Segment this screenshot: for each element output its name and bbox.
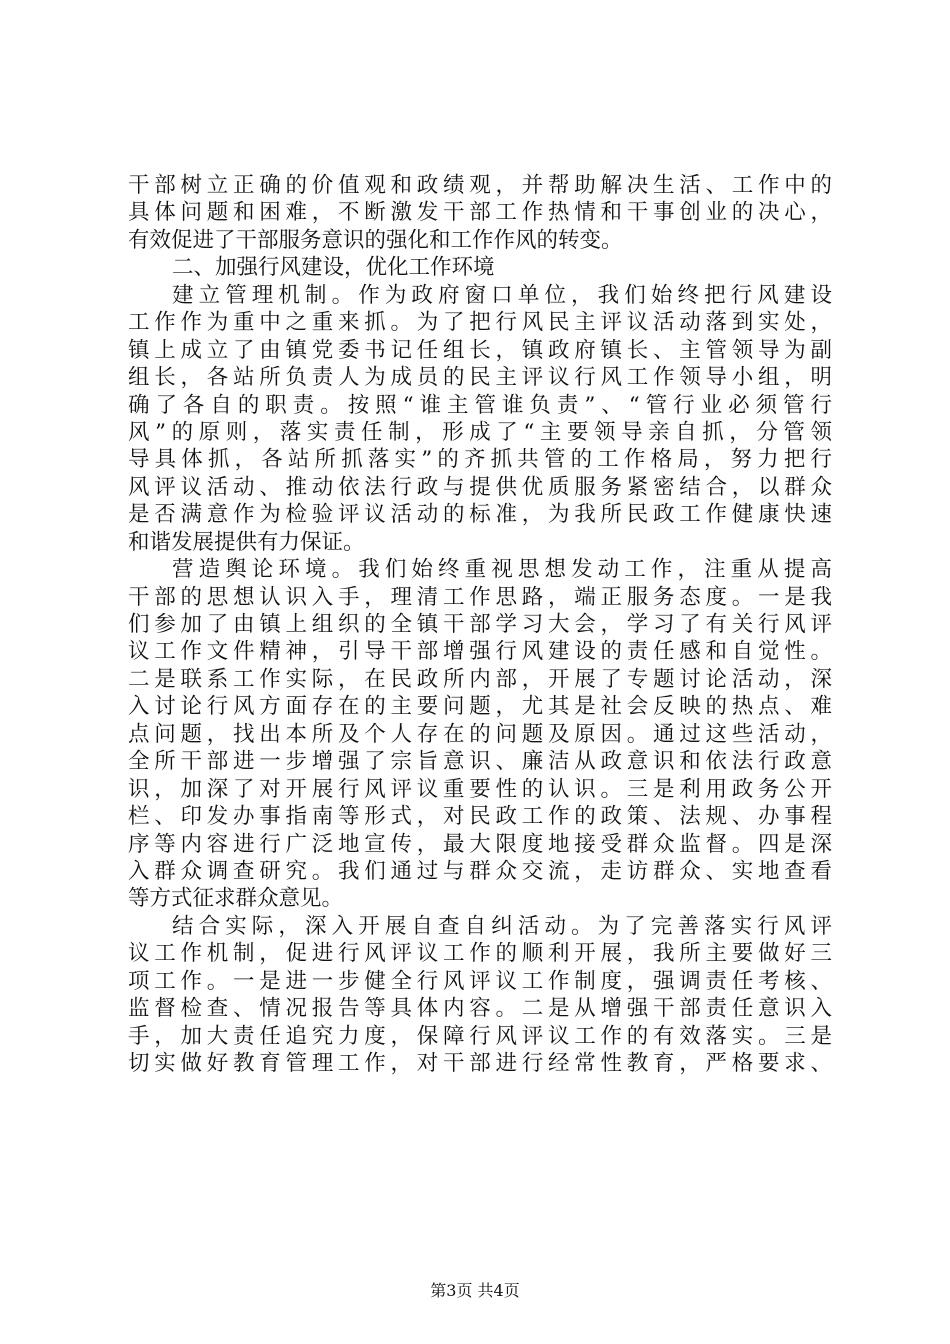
text-line: 确了各自的职责。按照“谁主管谁负责”、“管行业必须管行 xyxy=(128,392,832,418)
text-line: 组长，各站所负责人为成员的民主评议行风工作领导小组，明 xyxy=(128,365,832,391)
text-line: 议工作机制，促进行风评议工作的顺利开展，我所主要做好三 xyxy=(128,941,832,967)
text-line: 项工作。一是进一步健全行风评议工作制度，强调责任考核、 xyxy=(128,968,832,994)
text-line: 营造舆论环境。我们始终重视思想发动工作，注重从提高 xyxy=(172,557,832,583)
text-line: 有效促进了干部服务意识的强化和工作作风的转变。 xyxy=(128,227,623,253)
text-line: 序等内容进行广泛地宣传，最大限度地接受群众监督。四是深 xyxy=(128,831,832,857)
text-line: 工作作为重中之重来抓。为了把行风民主评议活动落到实处， xyxy=(128,310,832,336)
text-line: 栏、印发办事指南等形式，对民政工作的政策、法规、办事程 xyxy=(128,804,832,830)
text-line: 干部的思想认识入手，理清工作思路，端正服务态度。一是我 xyxy=(128,584,832,610)
text-line: 和谐发展提供有力保证。 xyxy=(128,529,365,555)
text-line: 识，加深了对开展行风评议重要性的认识。三是利用政务公开 xyxy=(128,776,832,802)
text-line: 切实做好教育管理工作，对干部进行经常性教育，严格要求、 xyxy=(128,1051,832,1076)
text-line: 镇上成立了由镇党委书记任组长，镇政府镇长、主管领导为副 xyxy=(128,337,832,363)
text-line: 入讨论行风方面存在的主要问题，尤其是社会反映的热点、难 xyxy=(128,694,832,720)
text-line: 等方式征求群众意见。 xyxy=(128,886,344,912)
text-line: 议工作文件精神，引导干部增强行风建设的责任感和自觉性。 xyxy=(128,639,832,665)
body-text xyxy=(128,172,832,1077)
text-line: 干部树立正确的价值观和政绩观，并帮助解决生活、工作中的 xyxy=(128,173,832,198)
text-line: 入群众调查研究。我们通过与群众交流，走访群众、实地查看 xyxy=(128,858,832,884)
text-line: 监督检查、情况报告等具体内容。二是从增强干部责任意识入 xyxy=(128,996,832,1022)
text-line: 结合实际，深入开展自查自纠活动。为了完善落实行风评 xyxy=(172,913,832,939)
text-line: 点问题，找出本所及个人存在的问题及原因。通过这些活动， xyxy=(128,721,832,747)
text-line: 手，加大责任追究力度，保障行风评议工作的有效落实。三是 xyxy=(128,1023,832,1049)
text-line: 导具体抓，各站所抓落实”的齐抓共管的工作格局，努力把行 xyxy=(128,447,832,473)
page-footer: 第3页 共4页 xyxy=(430,1281,520,1300)
text-line: 们参加了由镇上组织的全镇干部学习大会，学习了有关行风评 xyxy=(128,612,832,637)
text-line: 二是联系工作实际，在民政所内部，开展了专题讨论活动，深 xyxy=(128,666,832,692)
text-line: 建立管理机制。作为政府窗口单位，我们始终把行风建设 xyxy=(172,282,832,308)
text-line: 全所干部进一步增强了宗旨意识、廉洁从政意识和依法行政意 xyxy=(128,749,832,775)
text-line: 是否满意作为检验评议活动的标准，为我所民政工作健康快速 xyxy=(128,502,832,528)
text-line: 风评议活动、推动依法行政与提供优质服务紧密结合，以群众 xyxy=(128,474,832,500)
text-line: 风”的原则，落实责任制，形成了“主要领导亲自抓，分管领 xyxy=(128,419,832,445)
text-line: 二、加强行风建设，优化工作环境 xyxy=(172,255,495,281)
text-line: 具体问题和困难，不断激发干部工作热情和干事创业的决心， xyxy=(128,200,832,226)
